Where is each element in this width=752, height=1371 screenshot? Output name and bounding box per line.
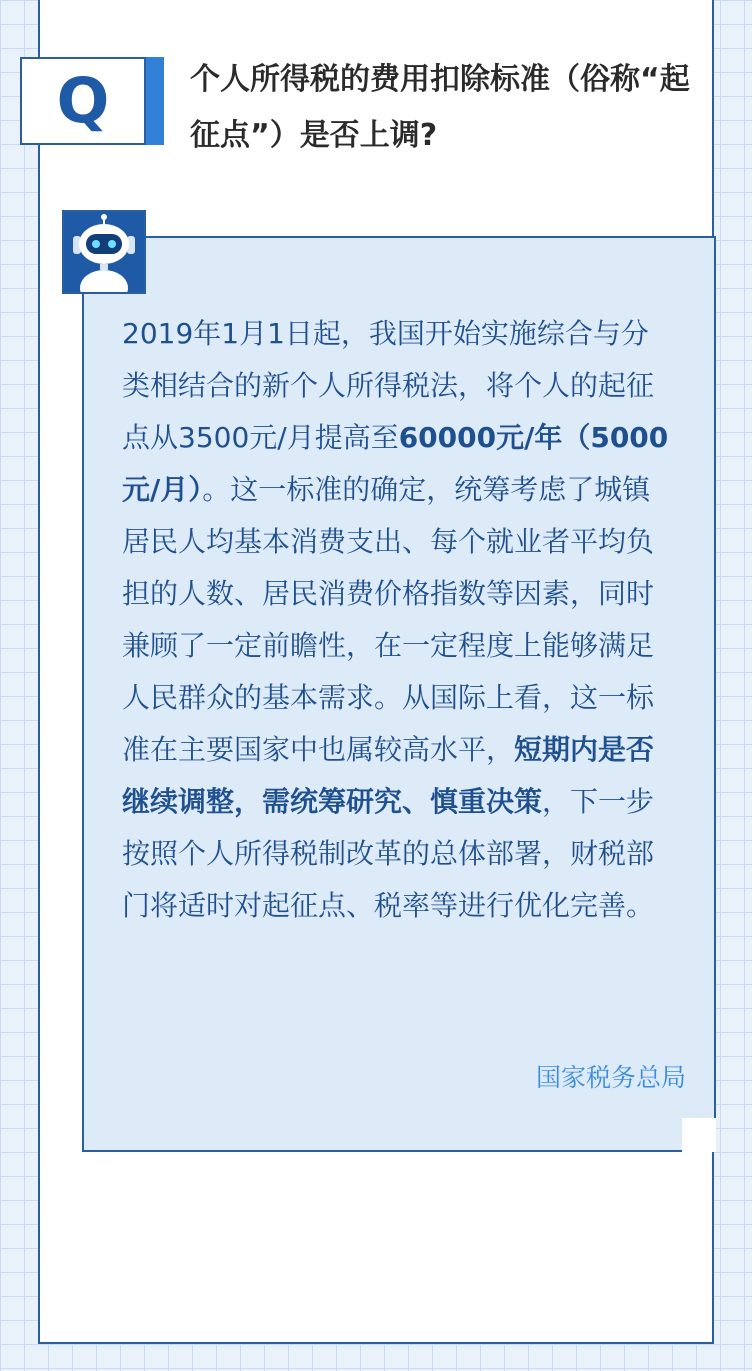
answer-text-part-3: ，下一步按照个人所得税制改革的总体部署，财税部门将适时对起征点、税率等进行优化完善。 [122,785,655,922]
answer-card-fold [682,1118,716,1152]
answer-highlight-threshold: 60000元/年（5000元/月） [122,421,669,506]
answer-text-part-1: 2019年1月1日起，我国开始实施综合与分类相结合的新个人所得税法，将个人的起征点从3500元/月提高至 [122,317,655,454]
robot-icon-graphic [64,212,144,292]
answer-body [122,308,674,932]
answer-text-part-2: 。这一标准的确定，统筹考虑了城镇居民人均基本消费支出、每个就业者平均负担的人数、居民消费价格指数等因素，同时兼顾了一定前瞻性，在一定程度上能够满足人民群众的基本需求。从国际上看，这一标准在主要国家中也属较高水平， [122,473,655,766]
answer-highlight-decision: 短期内是否继续调整，需统筹研究、慎重决策 [122,733,655,818]
question-title: 个人所得税的费用扣除标准（俗称“起征点”）是否上调? [190,62,690,153]
source-label: 国家税务总局 [535,1063,686,1092]
q-letter: Q [56,64,110,137]
q-badge [20,57,146,145]
robot-icon [62,210,146,294]
